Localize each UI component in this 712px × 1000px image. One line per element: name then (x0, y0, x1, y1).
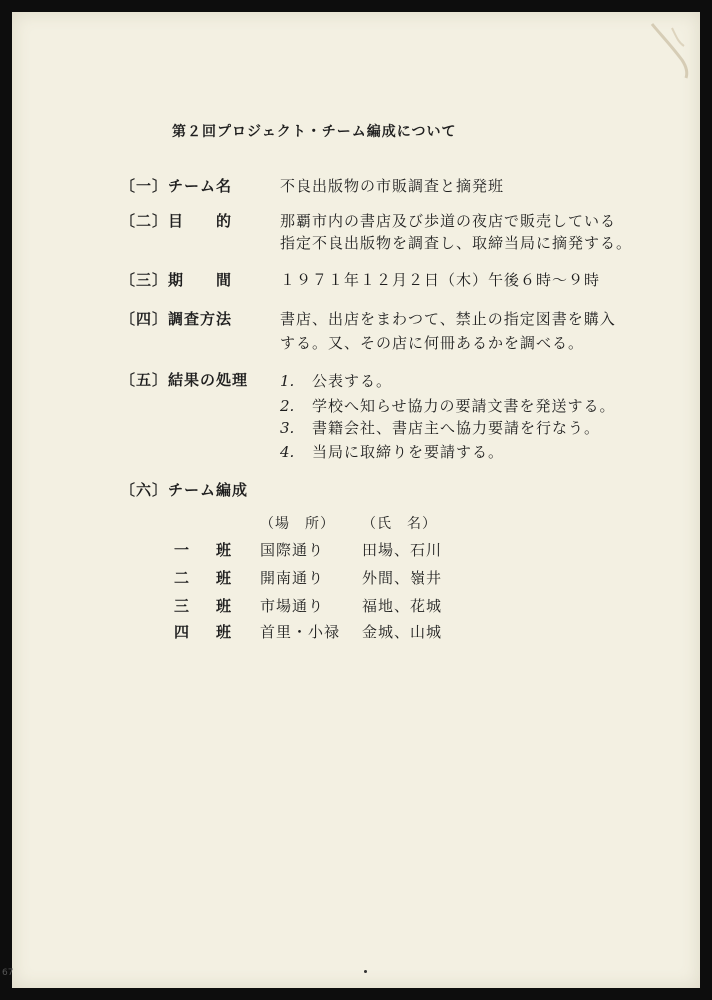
result-item-1-text: 公表する。 (312, 372, 393, 390)
section-1-line-1: 不良出版物の市販調査と摘発班 (280, 177, 505, 195)
section-3-line-1: １９７１年１２月２日（木）午後６時～９時 (280, 271, 601, 289)
table-header-place: （場 所） (260, 516, 335, 532)
document-title: 第２回プロジェクト・チーム編成について (172, 124, 457, 140)
team-row-3-team: 三 班 (174, 597, 238, 615)
result-item-4-number: 4. (280, 443, 295, 461)
team-row-2-place: 開南通り (260, 569, 325, 587)
document-page (12, 12, 700, 988)
section-1-label: 〔一〕チーム名 (120, 177, 233, 195)
page-number: 67 (2, 968, 14, 978)
team-row-2-team: 二 班 (174, 569, 238, 587)
team-row-1-team: 一 班 (174, 541, 238, 559)
team-row-4-place: 首里・小禄 (260, 623, 341, 641)
team-row-1-names: 田場、石川 (362, 541, 443, 559)
result-item-2-number: 2. (280, 397, 295, 415)
section-2-line-1: 那覇市内の書店及び歩道の夜店で販売している (280, 212, 617, 230)
team-row-2-names: 外間、嶺井 (362, 569, 443, 587)
result-item-4-text: 当局に取締りを要請する。 (312, 443, 505, 461)
section-4-line-1: 書店、出店をまわつて、禁止の指定図書を購入 (280, 310, 616, 328)
section-2-label: 〔二〕目 的 (120, 212, 233, 230)
table-header-names: （氏 名） (362, 516, 437, 532)
page-dot (364, 970, 367, 973)
paper-stain (642, 22, 692, 82)
team-row-4-names: 金城、山城 (362, 623, 443, 641)
result-item-2-text: 学校へ知らせ協力の要請文書を発送する。 (312, 397, 616, 415)
result-item-3-number: 3. (280, 419, 295, 437)
result-item-3-text: 書籍会社、書店主へ協力要請を行なう。 (312, 419, 601, 437)
result-item-1-number: 1. (280, 372, 295, 390)
team-row-1-place: 国際通り (260, 541, 325, 559)
section-4-line-2: する。又、その店に何冊あるかを調べる。 (280, 334, 585, 352)
section-5-label: 〔五〕結果の処理 (120, 371, 249, 389)
section-6-label: 〔六〕チーム編成 (120, 481, 249, 499)
team-row-3-place: 市場通り (260, 597, 325, 615)
team-row-3-names: 福地、花城 (362, 597, 443, 615)
section-3-label: 〔三〕期 間 (120, 271, 233, 289)
team-row-4-team: 四 班 (174, 623, 238, 641)
section-2-line-2: 指定不良出版物を調査し、取締当局に摘発する。 (280, 234, 633, 252)
section-4-label: 〔四〕調査方法 (120, 310, 233, 328)
